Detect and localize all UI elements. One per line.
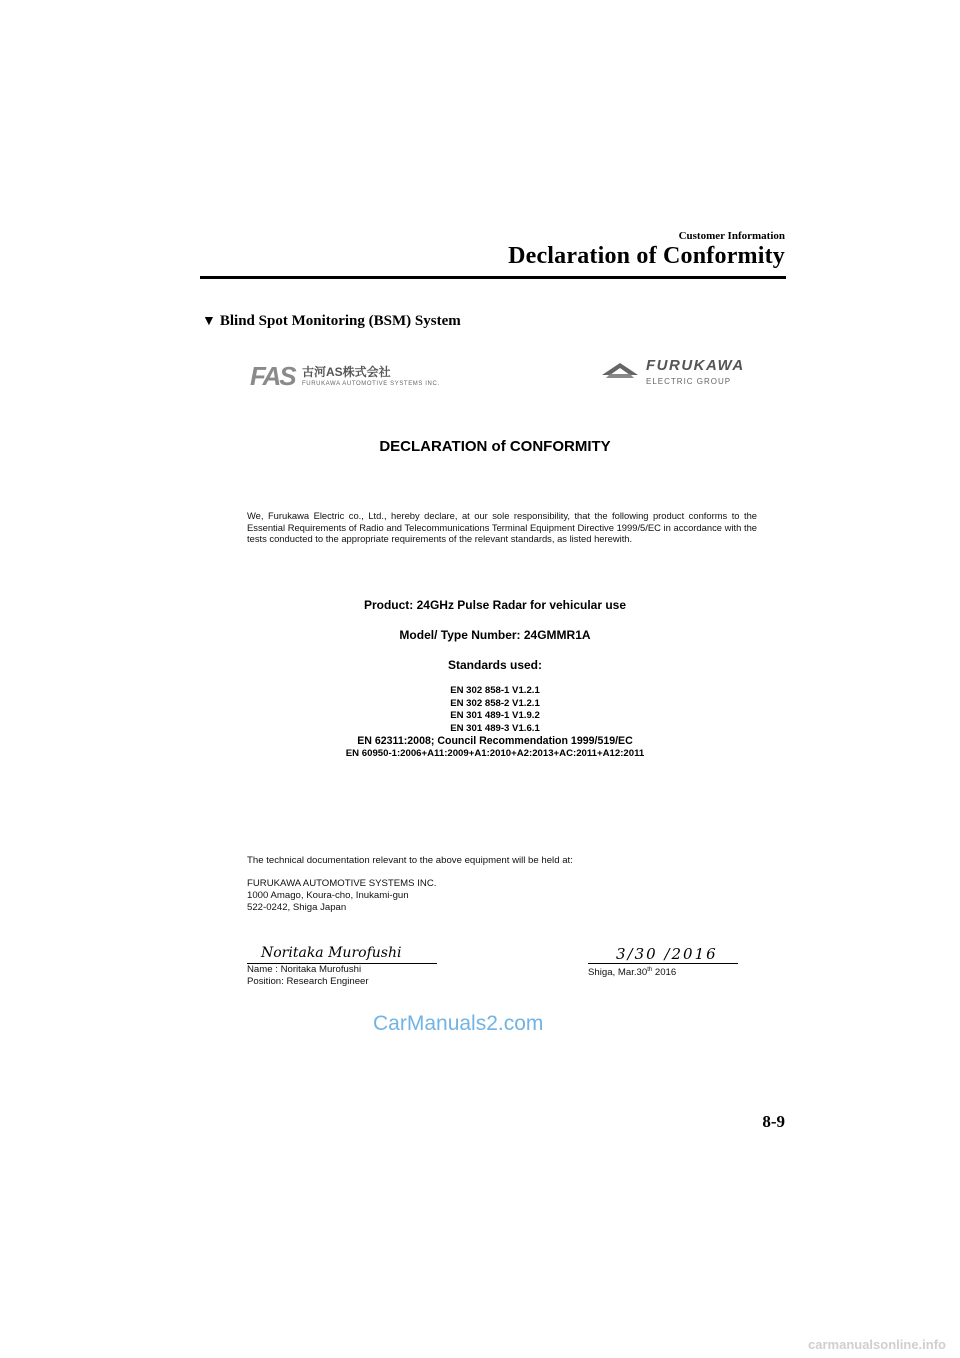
fas-logo-japanese: 古河AS株式会社 bbox=[302, 365, 391, 379]
declaration-document bbox=[230, 345, 760, 1050]
section-heading-text: Blind Spot Monitoring (BSM) System bbox=[219, 313, 461, 329]
standard-item: EN 302 858-1 V1.2.1 bbox=[450, 685, 540, 696]
fas-logo-mark: FAS bbox=[250, 361, 295, 391]
page-number: 8-9 bbox=[762, 1112, 785, 1131]
fas-logo-english: FURUKAWA AUTOMOTIVE SYSTEMS INC. bbox=[302, 381, 440, 387]
signature-block bbox=[247, 945, 442, 988]
handwritten-date: 3/30 /2016 bbox=[616, 945, 718, 963]
model-line: Model/ Type Number: 24GMMR1A bbox=[399, 628, 591, 642]
furukawa-logo-group: ELECTRIC GROUP bbox=[646, 377, 732, 386]
furukawa-logo-icon bbox=[600, 361, 640, 381]
document-title: DECLARATION of CONFORMITY bbox=[379, 438, 611, 455]
place-date-text: Shiga, Mar.30 bbox=[588, 967, 648, 979]
standard-item: EN 301 489-3 V1.6.1 bbox=[450, 722, 540, 734]
date-suffix: th bbox=[647, 967, 653, 973]
intro-paragraph: We, Furukawa Electric co., Ltd., hereby declare, at our sole responsibility, that the following product conforms to the Essential Requirements of Radio and Telecommunications Terminal Equipment Directive 1999/5/EC in accordance with the tests conducted to the appropriate requirements of the relevant standards, as listed herewith. bbox=[247, 510, 757, 544]
company-address-line1: 1000 Amago, Koura-cho, Inukami-gun bbox=[247, 890, 409, 901]
handwritten-signature: Noritaka Murofushi bbox=[261, 945, 402, 961]
company-name: FURUKAWA AUTOMOTIVE SYSTEMS INC. bbox=[247, 878, 437, 889]
standard-item: EN 301 489-1 V1.9.2 bbox=[450, 710, 540, 721]
standards-heading: Standards used: bbox=[447, 658, 543, 672]
triangle-marker-icon: ▼ bbox=[202, 314, 216, 329]
footer-watermark: carmanualsonline.info bbox=[808, 1337, 946, 1352]
technical-documentation-note: The technical documentation relevant to the above equipment will be held at: bbox=[247, 855, 573, 866]
date-year: 2016 bbox=[652, 967, 677, 979]
standard-item: EN 302 858-2 V1.2.1 bbox=[450, 697, 540, 709]
section-heading bbox=[202, 313, 461, 330]
place-date bbox=[588, 964, 743, 979]
standard-item: EN 60950-1:2006+A11:2009+A1:2010+A2:2013+AC:2011+A12:2011 bbox=[345, 747, 645, 759]
date-block bbox=[588, 945, 743, 979]
furukawa-logo bbox=[600, 355, 760, 391]
header-rule bbox=[200, 276, 786, 279]
fas-logo bbox=[250, 359, 470, 395]
product-line: Product: 24GHz Pulse Radar for vehicular use bbox=[363, 598, 627, 612]
signer-name: Name : Noritaka Murofushi bbox=[247, 964, 362, 975]
company-address-line2: 522-0242, Shiga Japan bbox=[247, 902, 347, 913]
standard-item: EN 62311:2008; Council Recommendation 1999/519/EC bbox=[357, 735, 633, 747]
watermark-carmanuals2: CarManuals2.com bbox=[373, 1012, 544, 1035]
standards-list bbox=[230, 685, 760, 760]
company-address bbox=[247, 878, 436, 914]
header-title: Declaration of Conformity bbox=[508, 243, 785, 269]
furukawa-logo-name: FURUKAWA bbox=[646, 357, 745, 374]
header-subtitle: Customer Information bbox=[678, 230, 785, 242]
signer-position: Position: Research Engineer bbox=[247, 976, 369, 987]
